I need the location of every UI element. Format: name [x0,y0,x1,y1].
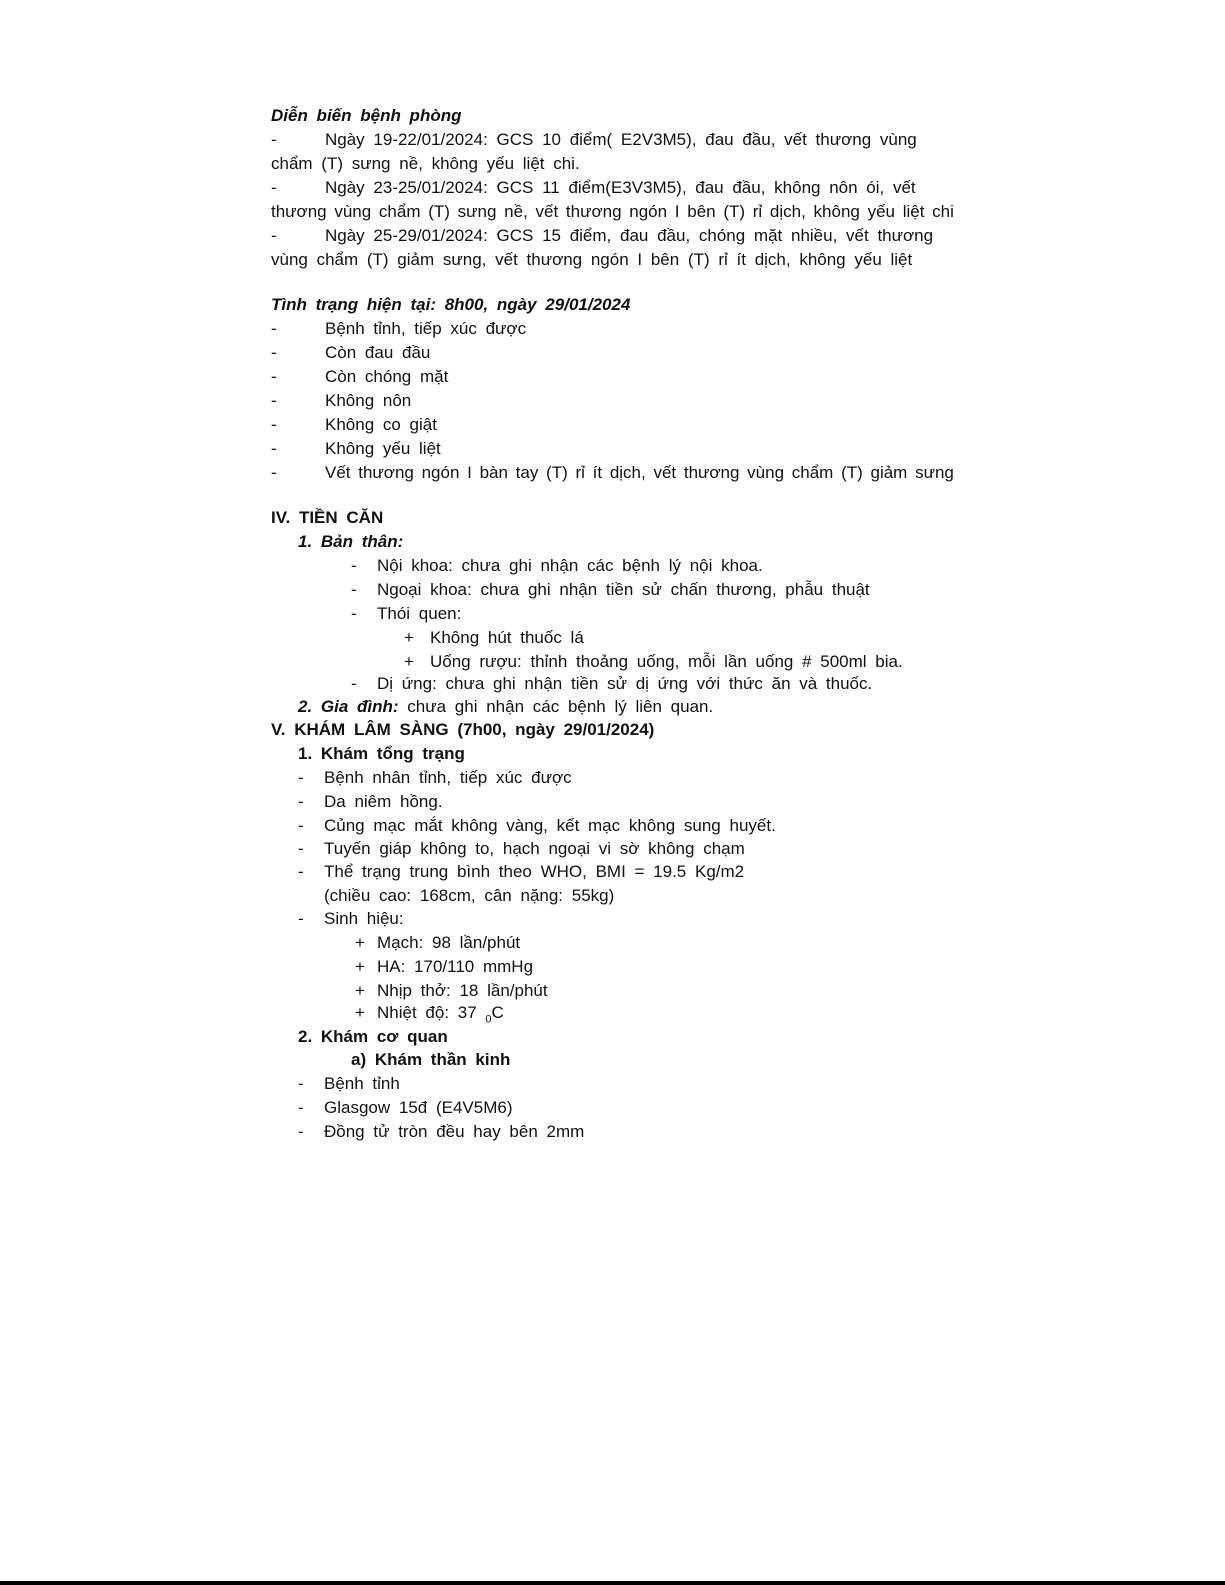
bmi-detail: (chiều cao: 168cm, cân nặng: 55kg) [324,886,615,905]
bullet-dash: - [271,415,277,434]
course-entry-1-line-2: chẩm (T) sưng nề, không yếu liệt chi. [271,154,580,173]
bullet-dash: - [298,839,304,858]
allergy-history: Dị ứng: chưa ghi nhận tiền sử dị ứng với thức ăn và thuốc. [377,674,873,693]
neuro-exam-heading: a) Khám thần kinh [351,1050,511,1069]
bullet-dash: - [271,391,277,410]
bullet-dash: - [298,1122,304,1141]
course-entry-2-line-2: thương vùng chẩm (T) sưng nề, vết thương ngón I bên (T) rỉ dịch, không yếu liệt chi [271,202,954,221]
bullet-dash: - [351,674,357,693]
surgical-history: Ngoại khoa: chưa ghi nhận tiền sử chấn thương, phẫu thuật [377,580,870,599]
status-item: Bệnh tỉnh, tiếp xúc được [325,319,527,338]
bullet-dash: - [271,463,277,482]
course-entry-1-line-1: Ngày 19-22/01/2024: GCS 10 điểm( E2V3M5), đau đầu, vết thương vùng [325,130,917,149]
bullet-dash: - [271,367,277,386]
bullet-plus: + [355,933,365,952]
personal-history-heading: 1. Bản thân: [298,532,404,551]
habit-item: Không hút thuốc lá [430,628,584,647]
bullet-plus: + [355,981,365,1000]
status-item: Không nôn [325,391,412,410]
status-item: Còn đau đầu [325,343,431,362]
bullet-dash: - [271,130,277,149]
bullet-dash: - [351,580,357,599]
general-exam-item: Củng mạc mắt không vàng, kết mạc không sung huyết. [324,816,776,835]
hospital-course-heading: Diễn biến bệnh phòng [271,106,462,125]
temperature-value: Nhiệt độ: 37 [377,1003,477,1022]
course-entry-3-line-2: vùng chẩm (T) giảm sưng, vết thương ngón I bên (T) rỉ ít dịch, không yếu liệt [271,250,913,269]
family-history-label: 2. Gia đình: [298,697,399,716]
degree-mark: 0 [485,1013,492,1026]
general-exam-item: Thể trạng trung bình theo WHO, BMI = 19.5 Kg/m2 [324,862,745,881]
bullet-dash: - [351,604,357,623]
family-history-text: chưa ghi nhận các bệnh lý liên quan. [407,697,714,716]
status-item: Không yếu liệt [325,439,441,458]
current-status-heading: Tình trạng hiện tại: 8h00, ngày 29/01/2024 [271,295,631,314]
course-entry-2-line-1: Ngày 23-25/01/2024: GCS 11 điểm(E3V3M5), đau đầu, không nôn ói, vết [325,178,916,197]
bullet-dash: - [298,792,304,811]
bullet-plus: + [355,957,365,976]
general-exam-heading: 1. Khám tổng trạng [298,744,465,763]
internal-history: Nội khoa: chưa ghi nhận các bệnh lý nội khoa. [377,556,763,575]
bullet-dash: - [298,768,304,787]
history-heading: IV. TIỀN CĂN [271,508,384,527]
organ-exam-heading: 2. Khám cơ quan [298,1027,448,1046]
bullet-dash: - [298,1098,304,1117]
course-entry-3-line-1: Ngày 25-29/01/2024: GCS 15 điểm, đau đầu, chóng mặt nhiều, vết thương [325,226,934,245]
temperature-unit: C [491,1003,504,1022]
bullet-plus: + [355,1003,365,1022]
general-exam-item: Da niêm hồng. [324,792,443,811]
bullet-dash: - [298,862,304,881]
neuro-exam-item: Glasgow 15đ (E4V5M6) [324,1098,513,1117]
page-bottom-border [0,1581,1225,1585]
bullet-dash: - [271,319,277,338]
vitals-label: Sinh hiệu: [324,909,404,928]
status-item: Vết thương ngón I bàn tay (T) rỉ ít dịch, vết thương vùng chẩm (T) giảm sưng [325,463,954,482]
vital-respiration: Nhịp thở: 18 lần/phút [377,981,548,1000]
status-item: Còn chóng mặt [325,367,449,386]
bullet-dash: - [298,816,304,835]
status-item: Không co giật [325,415,437,434]
habit-item: Uống rượu: thỉnh thoảng uống, mỗi lần uống # 500ml bia. [430,652,903,671]
bullet-plus: + [404,628,414,647]
bullet-dash: - [271,439,277,458]
habits-label: Thói quen: [377,604,462,623]
bullet-dash: - [271,226,277,245]
neuro-exam-item: Bệnh tỉnh [324,1074,400,1093]
bullet-dash: - [271,343,277,362]
bullet-dash: - [298,1074,304,1093]
bullet-dash: - [298,909,304,928]
family-history [298,695,713,719]
vital-blood-pressure: HA: 170/110 mmHg [377,957,534,976]
bullet-dash: - [351,556,357,575]
bullet-plus: + [404,652,414,671]
general-exam-item: Tuyến giáp không to, hạch ngoại vi sờ không chạm [324,839,745,858]
general-exam-item: Bệnh nhân tỉnh, tiếp xúc được [324,768,572,787]
exam-heading: V. KHÁM LÂM SÀNG (7h00, ngày 29/01/2024) [271,720,655,739]
vital-pulse: Mạch: 98 lần/phút [377,933,521,952]
bullet-dash: - [271,178,277,197]
neuro-exam-item: Đồng tử tròn đều hay bên 2mm [324,1122,585,1141]
